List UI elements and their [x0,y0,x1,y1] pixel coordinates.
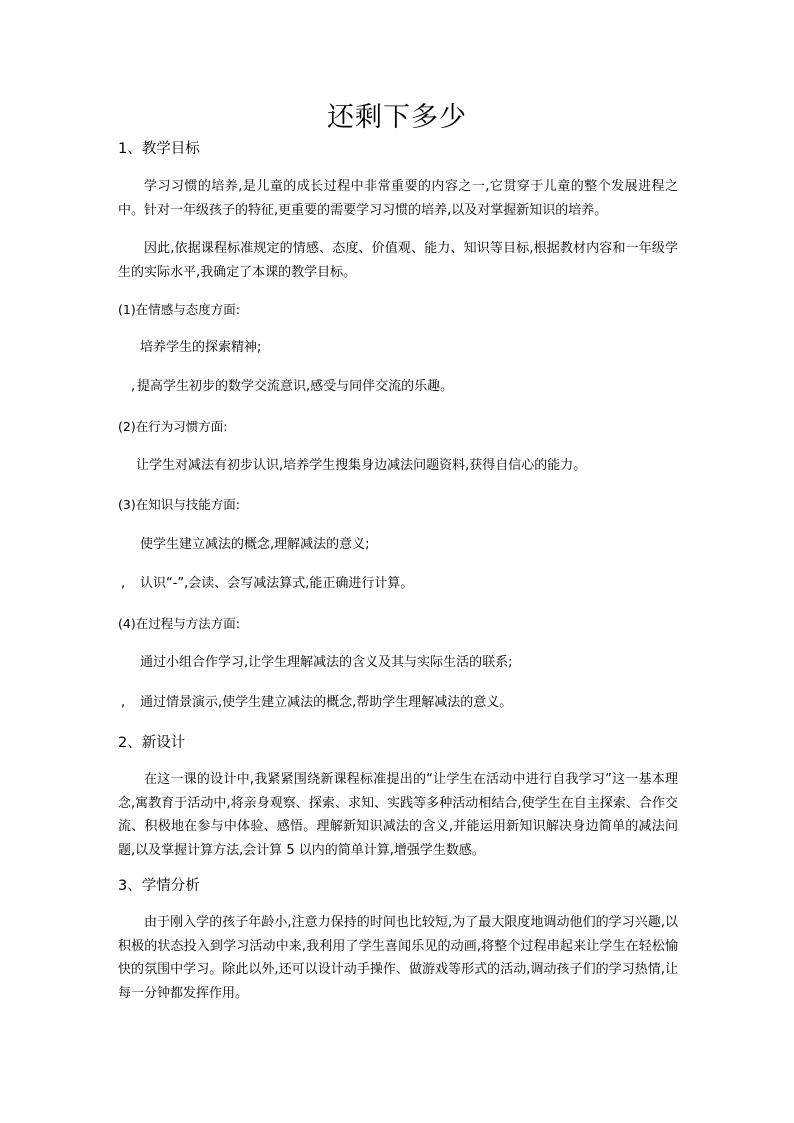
goal-item: 通过小组合作学习,让学生理解减法的含义及其与实际生活的联系; [140,655,513,670]
list-marker: , [121,576,126,591]
subheading-process-methods: (4)在过程与方法方面: [118,616,240,631]
subheading-behavior-habits: (2)在行为习惯方面: [118,419,228,434]
document-title: 还剩下多少 [327,102,467,133]
subheading-emotion-attitude: (1)在情感与态度方面: [118,302,240,317]
paragraph-new-design: 在这一课的设计中,我紧紧围绕新课程标准提出的“让学生在活动中进行自我学习”这一基本理念,寓教育于活动中,将亲身观察、探索、求知、实践等多种活动相结合,使学生在自主探索、合作交流、积极地在参与中体验、感悟。理解新知识减法的含义,并能运用新知识解决身边简单的减法问题,以及掌握计算方法,会计算 5 以内的简单计算,增强学生数感。 [118,772,678,858]
paragraph-learning-analysis: 由于刚入学的孩子年龄小,注意力保持的时间也比较短,为了最大限度地调动他们的学习兴趣,以积极的状态投入到学习活动中来,我利用了学生喜闻乐见的动画,将整个过程串起来让学生在轻松愉快的氛围中学习。除此以外,还可以设计动手操作、做游戏等形式的活动,调动孩子们的学习热情,让每一分钟都发挥作用。 [118,915,678,1001]
goal-item: 认识“-”,会读、会写减法算式,能正确进行计算。 [140,576,414,591]
list-marker: , [131,379,136,394]
section-heading-learning-analysis: 3、学情分析 [118,878,200,894]
section-heading-new-design: 2、新设计 [118,735,186,751]
list-marker: , [121,695,126,710]
section-heading-teaching-goals: 1、教学目标 [118,141,200,157]
goal-item: 使学生建立减法的概念,理解减法的意义; [140,537,370,552]
goal-item: 让学生对减法有初步认识,培养学生搜集身边减法问题资料,获得自信心的能力。 [136,458,587,473]
goal-item: 通过情景演示,使学生建立减法的概念,帮助学生理解减法的意义。 [140,695,513,710]
paragraph-habits: 学习习惯的培养,是儿童的成长过程中非常重要的内容之一,它贯穿于儿童的整个发展进程之中。针对一年级孩子的特征,更重要的需要学习习惯的培养,以及对掌握新知识的培养。 [118,179,678,218]
subheading-knowledge-skills: (3)在知识与技能方面: [118,497,240,512]
goal-item: 提高学生初步的数学交流意识,感受与同伴交流的乐趣。 [137,379,454,394]
goal-item: 培养学生的探索精神; [140,340,262,355]
paragraph-goals-basis: 因此,依据课程标准规定的情感、态度、价值观、能力、知识等目标,根据教材内容和一年级学生的实际水平,我确定了本课的教学目标。 [118,241,678,280]
